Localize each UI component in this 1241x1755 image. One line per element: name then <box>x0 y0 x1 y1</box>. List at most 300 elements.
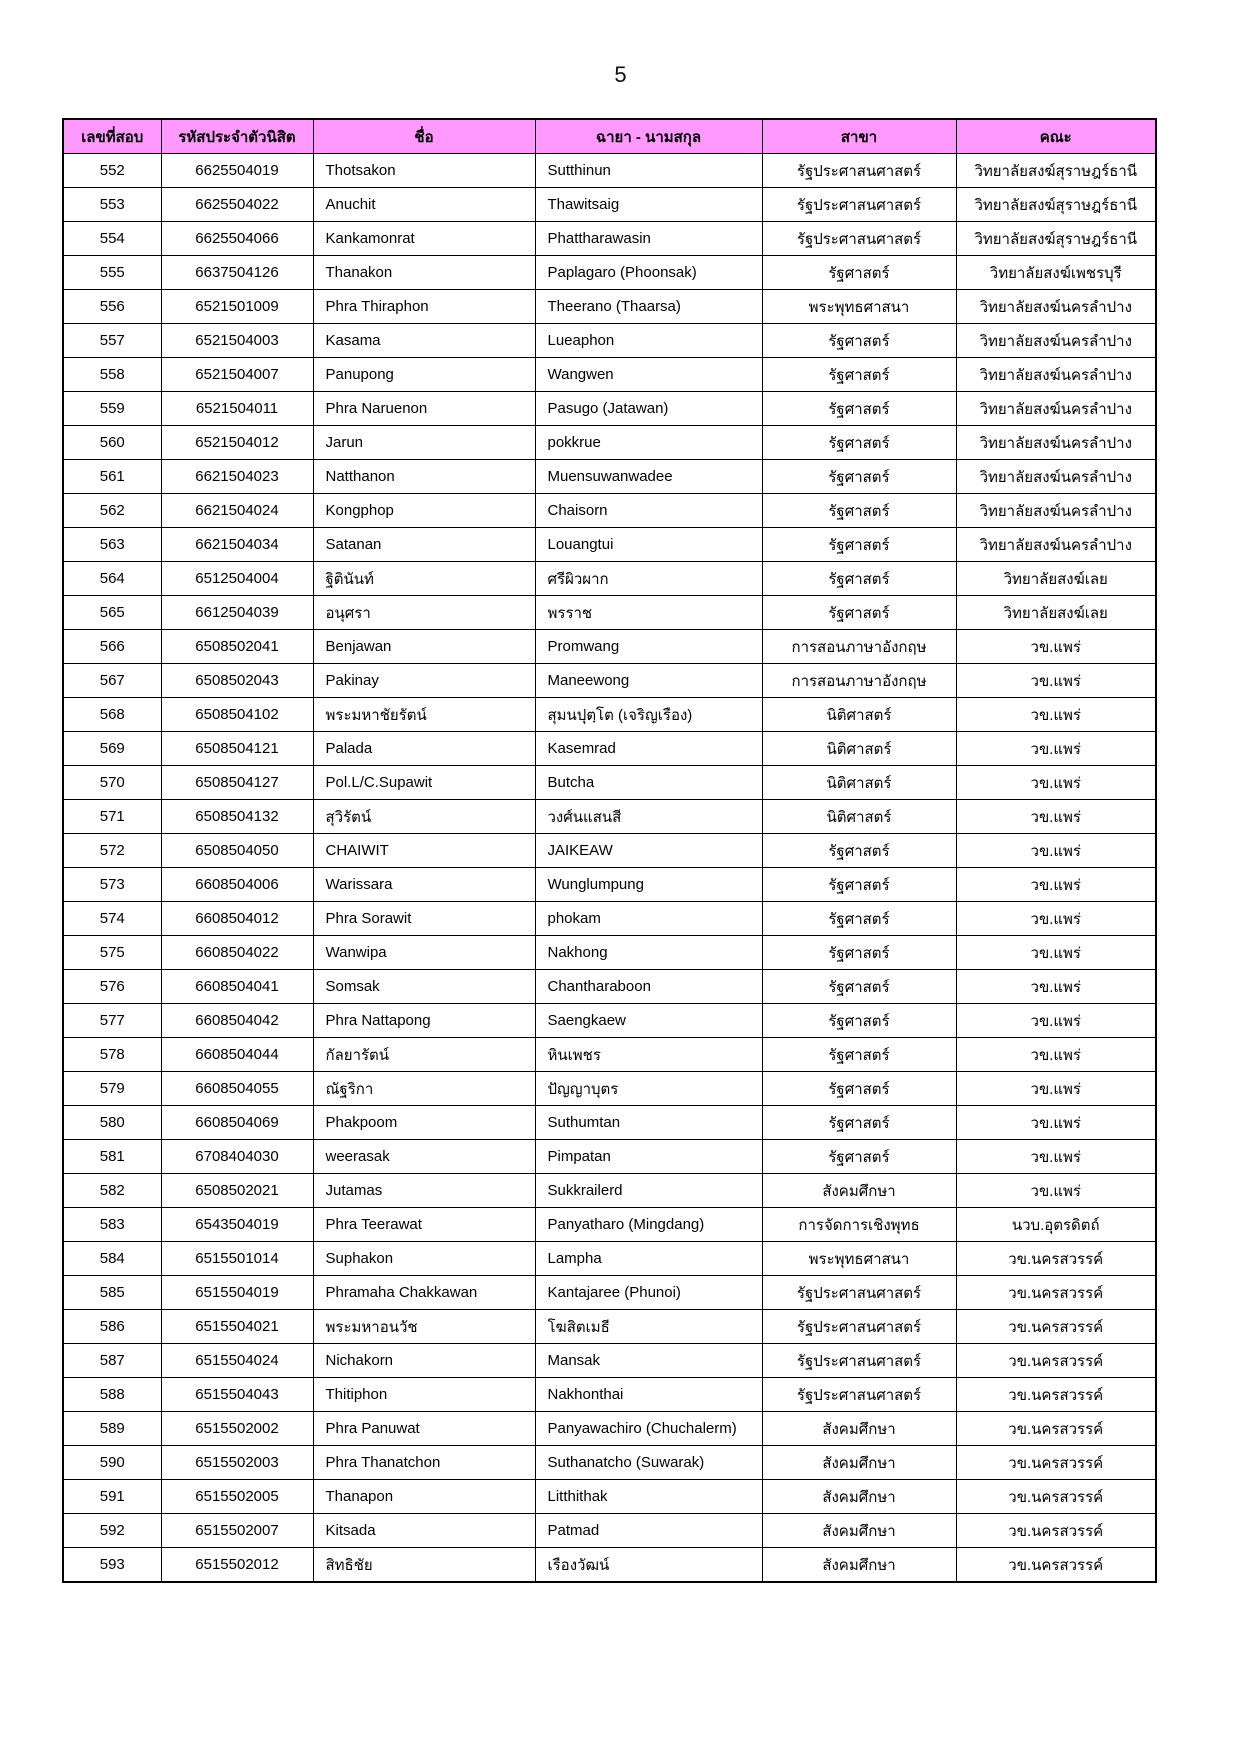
cell-faculty: วข.นครสวรรค์ <box>956 1548 1156 1583</box>
cell-name: Kitsada <box>313 1514 535 1548</box>
cell-student-id: 6515502005 <box>161 1480 313 1514</box>
cell-name: Phra Panuwat <box>313 1412 535 1446</box>
table-row <box>63 630 1156 664</box>
cell-branch: พระพุทธศาสนา <box>762 1242 956 1276</box>
cell-exam-no: 571 <box>63 800 161 834</box>
cell-exam-no: 588 <box>63 1378 161 1412</box>
table-row <box>63 1548 1156 1583</box>
cell-exam-no: 578 <box>63 1038 161 1072</box>
cell-faculty: วข.แพร่ <box>956 936 1156 970</box>
table-row <box>63 1072 1156 1106</box>
cell-name: Phramaha Chakkawan <box>313 1276 535 1310</box>
cell-branch: นิติศาสตร์ <box>762 766 956 800</box>
cell-student-id: 6515502002 <box>161 1412 313 1446</box>
cell-surname: Theerano (Thaarsa) <box>535 290 762 324</box>
cell-faculty: วข.แพร่ <box>956 698 1156 732</box>
cell-student-id: 6521504003 <box>161 324 313 358</box>
cell-name: สิทธิชัย <box>313 1548 535 1583</box>
cell-faculty: วิทยาลัยสงฆ์นครลำปาง <box>956 392 1156 426</box>
cell-branch: สังคมศึกษา <box>762 1412 956 1446</box>
cell-faculty: วข.นครสวรรค์ <box>956 1310 1156 1344</box>
cell-student-id: 6515504019 <box>161 1276 313 1310</box>
cell-name: Phra Naruenon <box>313 392 535 426</box>
cell-surname: Pasugo (Jatawan) <box>535 392 762 426</box>
cell-faculty: วข.แพร่ <box>956 1038 1156 1072</box>
cell-surname: Louangtui <box>535 528 762 562</box>
cell-surname: Panyawachiro (Chuchalerm) <box>535 1412 762 1446</box>
cell-student-id: 6608504069 <box>161 1106 313 1140</box>
cell-faculty: วิทยาลัยสงฆ์นครลำปาง <box>956 460 1156 494</box>
cell-student-id: 6621504024 <box>161 494 313 528</box>
cell-branch: นิติศาสตร์ <box>762 698 956 732</box>
table-row <box>63 970 1156 1004</box>
cell-faculty: วข.แพร่ <box>956 664 1156 698</box>
table-row <box>63 1106 1156 1140</box>
cell-exam-no: 577 <box>63 1004 161 1038</box>
cell-surname: Mansak <box>535 1344 762 1378</box>
cell-faculty: วข.แพร่ <box>956 1004 1156 1038</box>
header-name: ชื่อ <box>313 119 535 154</box>
table-row <box>63 1140 1156 1174</box>
cell-student-id: 6508504050 <box>161 834 313 868</box>
cell-branch: รัฐศาสตร์ <box>762 426 956 460</box>
cell-surname: Phattharawasin <box>535 222 762 256</box>
cell-exam-no: 585 <box>63 1276 161 1310</box>
cell-branch: สังคมศึกษา <box>762 1514 956 1548</box>
cell-name: ฐิตินันท์ <box>313 562 535 596</box>
cell-branch: รัฐศาสตร์ <box>762 256 956 290</box>
cell-faculty: วข.แพร่ <box>956 1140 1156 1174</box>
cell-exam-no: 566 <box>63 630 161 664</box>
table-row <box>63 1310 1156 1344</box>
cell-branch: รัฐศาสตร์ <box>762 324 956 358</box>
cell-student-id: 6512504004 <box>161 562 313 596</box>
cell-exam-no: 589 <box>63 1412 161 1446</box>
cell-faculty: วิทยาลัยสงฆ์นครลำปาง <box>956 528 1156 562</box>
cell-surname: Promwang <box>535 630 762 664</box>
cell-exam-no: 564 <box>63 562 161 596</box>
cell-surname: Muensuwanwadee <box>535 460 762 494</box>
cell-student-id: 6608504022 <box>161 936 313 970</box>
cell-exam-no: 563 <box>63 528 161 562</box>
cell-branch: รัฐศาสตร์ <box>762 1106 956 1140</box>
cell-exam-no: 555 <box>63 256 161 290</box>
cell-faculty: วข.นครสวรรค์ <box>956 1242 1156 1276</box>
cell-exam-no: 560 <box>63 426 161 460</box>
cell-student-id: 6521504012 <box>161 426 313 460</box>
cell-student-id: 6612504039 <box>161 596 313 630</box>
cell-name: อนุศรา <box>313 596 535 630</box>
table-row <box>63 936 1156 970</box>
cell-surname: Pimpatan <box>535 1140 762 1174</box>
cell-surname: Litthithak <box>535 1480 762 1514</box>
table-row <box>63 1446 1156 1480</box>
cell-branch: รัฐศาสตร์ <box>762 1004 956 1038</box>
cell-exam-no: 575 <box>63 936 161 970</box>
table-row <box>63 1412 1156 1446</box>
cell-branch: รัฐศาสตร์ <box>762 902 956 936</box>
cell-surname: Nakhonthai <box>535 1378 762 1412</box>
cell-student-id: 6608504012 <box>161 902 313 936</box>
cell-faculty: วข.นครสวรรค์ <box>956 1412 1156 1446</box>
cell-branch: นิติศาสตร์ <box>762 800 956 834</box>
cell-branch: รัฐศาสตร์ <box>762 936 956 970</box>
table-row <box>63 868 1156 902</box>
cell-name: Phra Sorawit <box>313 902 535 936</box>
cell-name: พระมหาอนวัช <box>313 1310 535 1344</box>
table-row <box>63 1344 1156 1378</box>
cell-student-id: 6708404030 <box>161 1140 313 1174</box>
cell-student-id: 6521501009 <box>161 290 313 324</box>
cell-name: Pakinay <box>313 664 535 698</box>
header-row <box>63 119 1156 154</box>
table-row <box>63 1276 1156 1310</box>
cell-name: Pol.L/C.Supawit <box>313 766 535 800</box>
cell-student-id: 6508504121 <box>161 732 313 766</box>
cell-faculty: วข.แพร่ <box>956 630 1156 664</box>
cell-branch: สังคมศึกษา <box>762 1548 956 1583</box>
cell-surname: หินเพชร <box>535 1038 762 1072</box>
cell-name: Jutamas <box>313 1174 535 1208</box>
cell-surname: Suthumtan <box>535 1106 762 1140</box>
cell-exam-no: 593 <box>63 1548 161 1583</box>
cell-name: Phra Nattapong <box>313 1004 535 1038</box>
cell-branch: รัฐศาสตร์ <box>762 562 956 596</box>
cell-faculty: วข.นครสวรรค์ <box>956 1344 1156 1378</box>
cell-name: Thitiphon <box>313 1378 535 1412</box>
cell-surname: ศรีผิวผาก <box>535 562 762 596</box>
cell-exam-no: 561 <box>63 460 161 494</box>
cell-branch: สังคมศึกษา <box>762 1446 956 1480</box>
cell-student-id: 6515502007 <box>161 1514 313 1548</box>
cell-branch: รัฐประศาสนศาสตร์ <box>762 154 956 188</box>
cell-branch: รัฐศาสตร์ <box>762 596 956 630</box>
cell-surname: Wunglumpung <box>535 868 762 902</box>
cell-surname: โฆสิตเมธี <box>535 1310 762 1344</box>
cell-surname: ปัญญาบุตร <box>535 1072 762 1106</box>
cell-name: Thanapon <box>313 1480 535 1514</box>
cell-student-id: 6625504066 <box>161 222 313 256</box>
cell-surname: Chaisorn <box>535 494 762 528</box>
cell-faculty: นวบ.อุตรดิตถ์ <box>956 1208 1156 1242</box>
table-row <box>63 256 1156 290</box>
cell-name: Suphakon <box>313 1242 535 1276</box>
cell-surname: Lampha <box>535 1242 762 1276</box>
cell-surname: Suthanatcho (Suwarak) <box>535 1446 762 1480</box>
table-row <box>63 494 1156 528</box>
cell-name: กัลยารัตน์ <box>313 1038 535 1072</box>
cell-faculty: วข.แพร่ <box>956 834 1156 868</box>
cell-student-id: 6508502043 <box>161 664 313 698</box>
cell-branch: รัฐประศาสนศาสตร์ <box>762 1378 956 1412</box>
cell-branch: สังคมศึกษา <box>762 1174 956 1208</box>
cell-surname: พรราช <box>535 596 762 630</box>
cell-branch: รัฐศาสตร์ <box>762 494 956 528</box>
cell-branch: รัฐประศาสนศาสตร์ <box>762 1276 956 1310</box>
cell-surname: Kasemrad <box>535 732 762 766</box>
cell-branch: รัฐศาสตร์ <box>762 392 956 426</box>
table-row <box>63 664 1156 698</box>
cell-exam-no: 572 <box>63 834 161 868</box>
cell-faculty: วิทยาลัยสงฆ์นครลำปาง <box>956 324 1156 358</box>
cell-name: Thotsakon <box>313 154 535 188</box>
table-row <box>63 1242 1156 1276</box>
cell-branch: รัฐศาสตร์ <box>762 1140 956 1174</box>
page-number: 5 <box>614 62 627 87</box>
cell-surname: Butcha <box>535 766 762 800</box>
cell-exam-no: 586 <box>63 1310 161 1344</box>
cell-faculty: วข.แพร่ <box>956 1174 1156 1208</box>
cell-branch: รัฐศาสตร์ <box>762 970 956 1004</box>
cell-exam-no: 553 <box>63 188 161 222</box>
cell-faculty: วข.แพร่ <box>956 1072 1156 1106</box>
cell-student-id: 6508502041 <box>161 630 313 664</box>
cell-surname: phokam <box>535 902 762 936</box>
cell-surname: pokkrue <box>535 426 762 460</box>
cell-name: Palada <box>313 732 535 766</box>
table-row <box>63 1174 1156 1208</box>
cell-faculty: วข.แพร่ <box>956 1106 1156 1140</box>
table-row <box>63 1514 1156 1548</box>
cell-name: Kasama <box>313 324 535 358</box>
cell-faculty: วข.แพร่ <box>956 902 1156 936</box>
cell-branch: พระพุทธศาสนา <box>762 290 956 324</box>
cell-exam-no: 573 <box>63 868 161 902</box>
cell-faculty: วข.แพร่ <box>956 732 1156 766</box>
cell-faculty: วข.แพร่ <box>956 800 1156 834</box>
cell-exam-no: 569 <box>63 732 161 766</box>
cell-surname: Wangwen <box>535 358 762 392</box>
cell-exam-no: 581 <box>63 1140 161 1174</box>
table-row <box>63 800 1156 834</box>
cell-faculty: วิทยาลัยสงฆ์เพชรบุรี <box>956 256 1156 290</box>
cell-name: weerasak <box>313 1140 535 1174</box>
cell-exam-no: 568 <box>63 698 161 732</box>
table-row <box>63 290 1156 324</box>
table-row <box>63 154 1156 188</box>
cell-student-id: 6637504126 <box>161 256 313 290</box>
table-row <box>63 188 1156 222</box>
cell-name: พระมหาชัยรัตน์ <box>313 698 535 732</box>
cell-name: Wanwipa <box>313 936 535 970</box>
cell-exam-no: 574 <box>63 902 161 936</box>
cell-student-id: 6608504055 <box>161 1072 313 1106</box>
cell-student-id: 6621504023 <box>161 460 313 494</box>
header-student-id: รหัสประจำตัวนิสิต <box>161 119 313 154</box>
cell-student-id: 6508504127 <box>161 766 313 800</box>
cell-faculty: วข.นครสวรรค์ <box>956 1514 1156 1548</box>
table-row <box>63 1038 1156 1072</box>
cell-faculty: วิทยาลัยสงฆ์นครลำปาง <box>956 290 1156 324</box>
cell-faculty: วข.แพร่ <box>956 970 1156 1004</box>
cell-surname: Maneewong <box>535 664 762 698</box>
cell-exam-no: 552 <box>63 154 161 188</box>
table-row <box>63 732 1156 766</box>
cell-student-id: 6508502021 <box>161 1174 313 1208</box>
table-row <box>63 1480 1156 1514</box>
cell-exam-no: 582 <box>63 1174 161 1208</box>
cell-exam-no: 580 <box>63 1106 161 1140</box>
cell-branch: รัฐประศาสนศาสตร์ <box>762 188 956 222</box>
cell-branch: รัฐประศาสนศาสตร์ <box>762 222 956 256</box>
cell-name: Nichakorn <box>313 1344 535 1378</box>
cell-branch: รัฐศาสตร์ <box>762 1038 956 1072</box>
cell-name: Phra Thiraphon <box>313 290 535 324</box>
cell-surname: สุมนปุตฺโต (เจริญเรือง) <box>535 698 762 732</box>
table-row <box>63 562 1156 596</box>
table-header <box>63 119 1156 154</box>
cell-faculty: วข.แพร่ <box>956 868 1156 902</box>
cell-name: Natthanon <box>313 460 535 494</box>
cell-faculty: วิทยาลัยสงฆ์เลย <box>956 562 1156 596</box>
cell-exam-no: 587 <box>63 1344 161 1378</box>
cell-faculty: วิทยาลัยสงฆ์สุราษฎร์ธานี <box>956 188 1156 222</box>
table-row <box>63 698 1156 732</box>
cell-name: สุวิรัตน์ <box>313 800 535 834</box>
cell-name: Panupong <box>313 358 535 392</box>
cell-branch: การสอนภาษาอังกฤษ <box>762 630 956 664</box>
table-row <box>63 324 1156 358</box>
header-surname: ฉายา - นามสกุล <box>535 119 762 154</box>
cell-name: Kankamonrat <box>313 222 535 256</box>
cell-surname: JAIKEAW <box>535 834 762 868</box>
cell-exam-no: 562 <box>63 494 161 528</box>
cell-name: Satanan <box>313 528 535 562</box>
cell-branch: รัฐประศาสนศาสตร์ <box>762 1310 956 1344</box>
cell-surname: Lueaphon <box>535 324 762 358</box>
cell-branch: รัฐศาสตร์ <box>762 460 956 494</box>
cell-branch: สังคมศึกษา <box>762 1480 956 1514</box>
table-row <box>63 358 1156 392</box>
cell-surname: Nakhong <box>535 936 762 970</box>
cell-surname: Patmad <box>535 1514 762 1548</box>
cell-surname: Paplagaro (Phoonsak) <box>535 256 762 290</box>
cell-name: Anuchit <box>313 188 535 222</box>
exam-roster-table <box>62 118 1157 1583</box>
table-row <box>63 902 1156 936</box>
cell-student-id: 6621504034 <box>161 528 313 562</box>
cell-exam-no: 591 <box>63 1480 161 1514</box>
cell-name: Warissara <box>313 868 535 902</box>
cell-faculty: วิทยาลัยสงฆ์สุราษฎร์ธานี <box>956 222 1156 256</box>
cell-exam-no: 576 <box>63 970 161 1004</box>
cell-surname: Thawitsaig <box>535 188 762 222</box>
table-row <box>63 222 1156 256</box>
cell-student-id: 6608504044 <box>161 1038 313 1072</box>
cell-faculty: วิทยาลัยสงฆ์เลย <box>956 596 1156 630</box>
table-row <box>63 460 1156 494</box>
cell-exam-no: 592 <box>63 1514 161 1548</box>
cell-surname: Sukkrailerd <box>535 1174 762 1208</box>
cell-student-id: 6543504019 <box>161 1208 313 1242</box>
cell-faculty: วิทยาลัยสงฆ์นครลำปาง <box>956 426 1156 460</box>
cell-name: Phakpoom <box>313 1106 535 1140</box>
cell-faculty: วข.แพร่ <box>956 766 1156 800</box>
table-body <box>63 154 1156 1583</box>
cell-name: Kongphop <box>313 494 535 528</box>
cell-name: ณัฐริกา <box>313 1072 535 1106</box>
cell-student-id: 6625504022 <box>161 188 313 222</box>
header-exam-no: เลขที่สอบ <box>63 119 161 154</box>
cell-name: Thanakon <box>313 256 535 290</box>
cell-branch: นิติศาสตร์ <box>762 732 956 766</box>
cell-student-id: 6508504132 <box>161 800 313 834</box>
cell-surname: วงศ์นแสนสี <box>535 800 762 834</box>
cell-student-id: 6515504024 <box>161 1344 313 1378</box>
cell-student-id: 6521504011 <box>161 392 313 426</box>
cell-faculty: วิทยาลัยสงฆ์สุราษฎร์ธานี <box>956 154 1156 188</box>
cell-exam-no: 565 <box>63 596 161 630</box>
cell-branch: รัฐศาสตร์ <box>762 1072 956 1106</box>
cell-surname: Saengkaew <box>535 1004 762 1038</box>
cell-name: Jarun <box>313 426 535 460</box>
cell-student-id: 6608504041 <box>161 970 313 1004</box>
cell-student-id: 6608504006 <box>161 868 313 902</box>
cell-student-id: 6508504102 <box>161 698 313 732</box>
cell-faculty: วิทยาลัยสงฆ์นครลำปาง <box>956 494 1156 528</box>
cell-surname: เรืองวัฒน์ <box>535 1548 762 1583</box>
cell-branch: การสอนภาษาอังกฤษ <box>762 664 956 698</box>
cell-surname: Panyatharo (Mingdang) <box>535 1208 762 1242</box>
cell-surname: Sutthinun <box>535 154 762 188</box>
cell-exam-no: 558 <box>63 358 161 392</box>
cell-branch: รัฐศาสตร์ <box>762 358 956 392</box>
cell-exam-no: 557 <box>63 324 161 358</box>
cell-exam-no: 579 <box>63 1072 161 1106</box>
cell-surname: Kantajaree (Phunoi) <box>535 1276 762 1310</box>
table-row <box>63 1004 1156 1038</box>
table-row <box>63 528 1156 562</box>
table-row <box>63 1378 1156 1412</box>
cell-student-id: 6515504021 <box>161 1310 313 1344</box>
cell-faculty: วข.นครสวรรค์ <box>956 1480 1156 1514</box>
cell-name: Somsak <box>313 970 535 1004</box>
cell-name: Benjawan <box>313 630 535 664</box>
cell-faculty: วข.นครสวรรค์ <box>956 1378 1156 1412</box>
cell-student-id: 6521504007 <box>161 358 313 392</box>
cell-exam-no: 584 <box>63 1242 161 1276</box>
cell-student-id: 6515504043 <box>161 1378 313 1412</box>
table-row <box>63 426 1156 460</box>
cell-surname: Chantharaboon <box>535 970 762 1004</box>
table-row <box>63 392 1156 426</box>
cell-branch: รัฐศาสตร์ <box>762 528 956 562</box>
cell-faculty: วข.นครสวรรค์ <box>956 1446 1156 1480</box>
cell-faculty: วข.นครสวรรค์ <box>956 1276 1156 1310</box>
cell-exam-no: 583 <box>63 1208 161 1242</box>
cell-student-id: 6515502003 <box>161 1446 313 1480</box>
cell-name: Phra Teerawat <box>313 1208 535 1242</box>
table-row <box>63 596 1156 630</box>
table-row <box>63 834 1156 868</box>
cell-exam-no: 567 <box>63 664 161 698</box>
cell-branch: รัฐประศาสนศาสตร์ <box>762 1344 956 1378</box>
cell-student-id: 6625504019 <box>161 154 313 188</box>
cell-exam-no: 554 <box>63 222 161 256</box>
cell-faculty: วิทยาลัยสงฆ์นครลำปาง <box>956 358 1156 392</box>
cell-exam-no: 570 <box>63 766 161 800</box>
header-faculty: คณะ <box>956 119 1156 154</box>
cell-branch: รัฐศาสตร์ <box>762 868 956 902</box>
cell-branch: รัฐศาสตร์ <box>762 834 956 868</box>
cell-exam-no: 590 <box>63 1446 161 1480</box>
cell-exam-no: 559 <box>63 392 161 426</box>
table-row <box>63 1208 1156 1242</box>
cell-exam-no: 556 <box>63 290 161 324</box>
cell-branch: การจัดการเชิงพุทธ <box>762 1208 956 1242</box>
cell-name: Phra Thanatchon <box>313 1446 535 1480</box>
table-row <box>63 766 1156 800</box>
